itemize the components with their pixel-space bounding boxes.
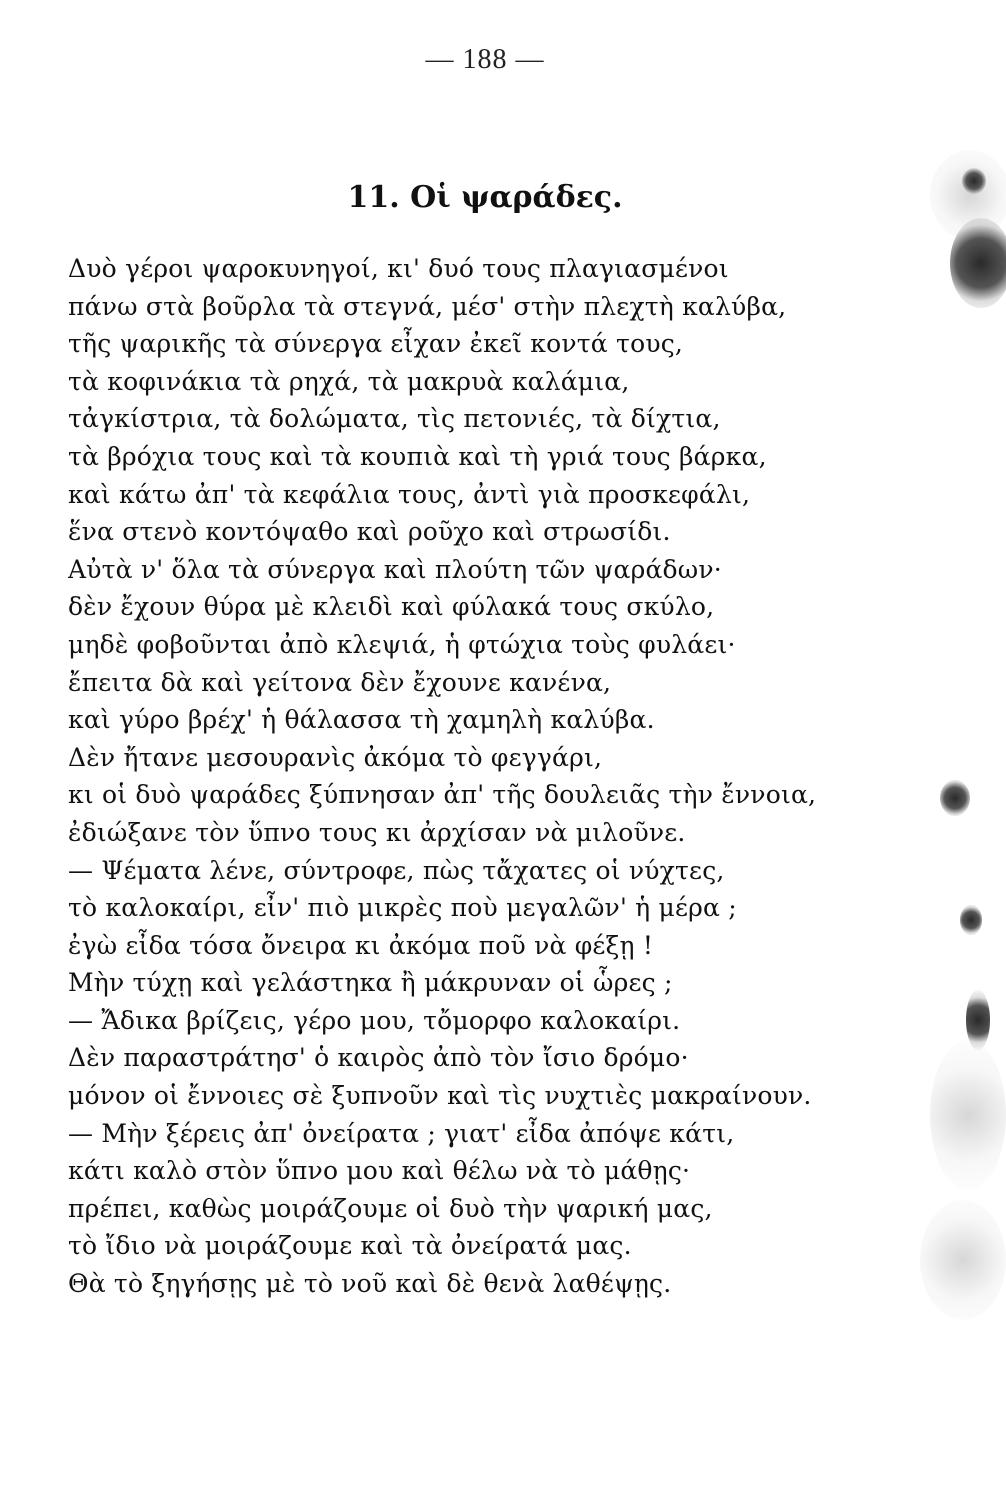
poem-line: μηδὲ φοβοῦνται ἀπὸ κλεψιά, ἡ φτώχια τοὺς φυλάει·: [68, 629, 736, 659]
poem-line: δὲν ἔχουν θύρα μὲ κλειδὶ καὶ φύλακά τους σκύλο,: [68, 592, 715, 622]
poem-line: τῆς ψαρικῆς τὰ σύνεργα εἶχαν ἐκεῖ κοντά τους,: [68, 329, 684, 359]
poem-line: μόνον οἱ ἔννοιες σὲ ξυπνοῦν καὶ τὶς νυχτιὲς μακραίνουν.: [68, 1081, 812, 1111]
poem-line: ἐγὼ εἶδα τόσα ὄνειρα κι ἀκόμα ποῦ νὰ φέξῃ !: [68, 930, 654, 960]
poem-line: πάνω στὰ βοῦρλα τὰ στεγνά, μέσ' στὴν πλεχτὴ καλύβα,: [68, 291, 787, 321]
poem-line: κάτι καλὸ στὸν ὕπνο μου καὶ θέλω νὰ τὸ μάθῃς·: [68, 1156, 691, 1186]
poem-line: καὶ γύρο βρέχ' ἡ θάλασσα τὴ χαμηλὴ καλύβα.: [68, 705, 655, 735]
poem-body: [68, 250, 868, 1303]
poem-line: καὶ κάτω ἀπ' τὰ κεφάλια τους, ἀντὶ γιὰ προσκεφάλι,: [68, 479, 751, 509]
poem-line: κι οἱ δυὸ ψαράδες ξύπνησαν ἀπ' τῆς δουλειᾶς τὴν ἔννοια,: [68, 780, 817, 810]
ink-blot: [960, 905, 982, 935]
page-number: — 188 —: [425, 44, 545, 75]
poem-line: Θὰ τὸ ξηγήσῃς μὲ τὸ νοῦ καὶ δὲ θενὰ λαθέψῃς.: [68, 1269, 672, 1299]
poem-line: τὸ ἴδιο νὰ μοιράζουμε καὶ τὰ ὀνείρατά μας.: [68, 1231, 632, 1261]
poem-line: Δὲν ἤτανε μεσουρανὶς ἀκόμα τὸ φεγγάρι,: [68, 742, 603, 772]
poem-line: Μὴν τύχῃ καὶ γελάστηκα ἢ μάκρυναν οἱ ὧρες ;: [68, 968, 673, 998]
page-smudge: [930, 1040, 1006, 1190]
poem-line: τὰ βρόχια τους καὶ τὰ κουπιὰ καὶ τὴ γριά τους βάρκα,: [68, 441, 767, 471]
poem-line: — Ψέματα λένε, σύντροφε, πὼς τἄχατες οἱ νύχτες,: [68, 855, 725, 885]
poem-line: ἐδιώξανε τὸν ὕπνο τους κι ἀρχίσαν νὰ μιλοῦνε.: [68, 817, 686, 847]
poem-line: πρέπει, καθὼς μοιράζουμε οἱ δυὸ τὴν ψαρική μας,: [68, 1193, 713, 1223]
poem-line: ἔπειτα δὰ καὶ γείτονα δὲν ἔχουνε κανένα,: [68, 667, 612, 697]
poem-title: 11. Οἱ ψαράδες.: [347, 180, 623, 215]
ink-blot: [950, 218, 1006, 308]
poem-line: Δυὸ γέροι ψαροκυνηγοί, κι' δυό τους πλαγιασμένοι: [68, 254, 729, 283]
poem-line: Αὐτὰ ν' ὅλα τὰ σύνεργα καὶ πλούτη τῶν ψαράδων·: [68, 554, 722, 584]
poem-line: τὰ κοφινάκια τὰ ρηχά, τὰ μακρυὰ καλάμια,: [68, 366, 630, 396]
poem-line: — Ἄδικα βρίζεις, γέρο μου, τὄμορφο καλοκαίρι.: [68, 1005, 681, 1035]
poem-line: — Μὴν ξέρεις ἀπ' ὀνείρατα ; γιατ' εἶδα ἀπόψε κάτι,: [68, 1118, 735, 1148]
poem-line: ἕνα στενὸ κοντόψαθο καὶ ροῦχο καὶ στρωσίδι.: [68, 517, 671, 547]
ink-blot: [940, 780, 970, 816]
poem-line: Δὲν παραστράτησ' ὁ καιρὸς ἀπὸ τὸν ἴσιο δρόμο·: [68, 1043, 689, 1073]
poem-line: τἀγκίστρια, τὰ δολώματα, τὶς πετονιές, τὰ δίχτια,: [68, 404, 721, 434]
poem-line: τὸ καλοκαίρι, εἶν' πιὸ μικρὲς ποὺ μεγαλῶν' ἡ μέρα ;: [68, 893, 737, 923]
page-smudge: [920, 1200, 1006, 1320]
